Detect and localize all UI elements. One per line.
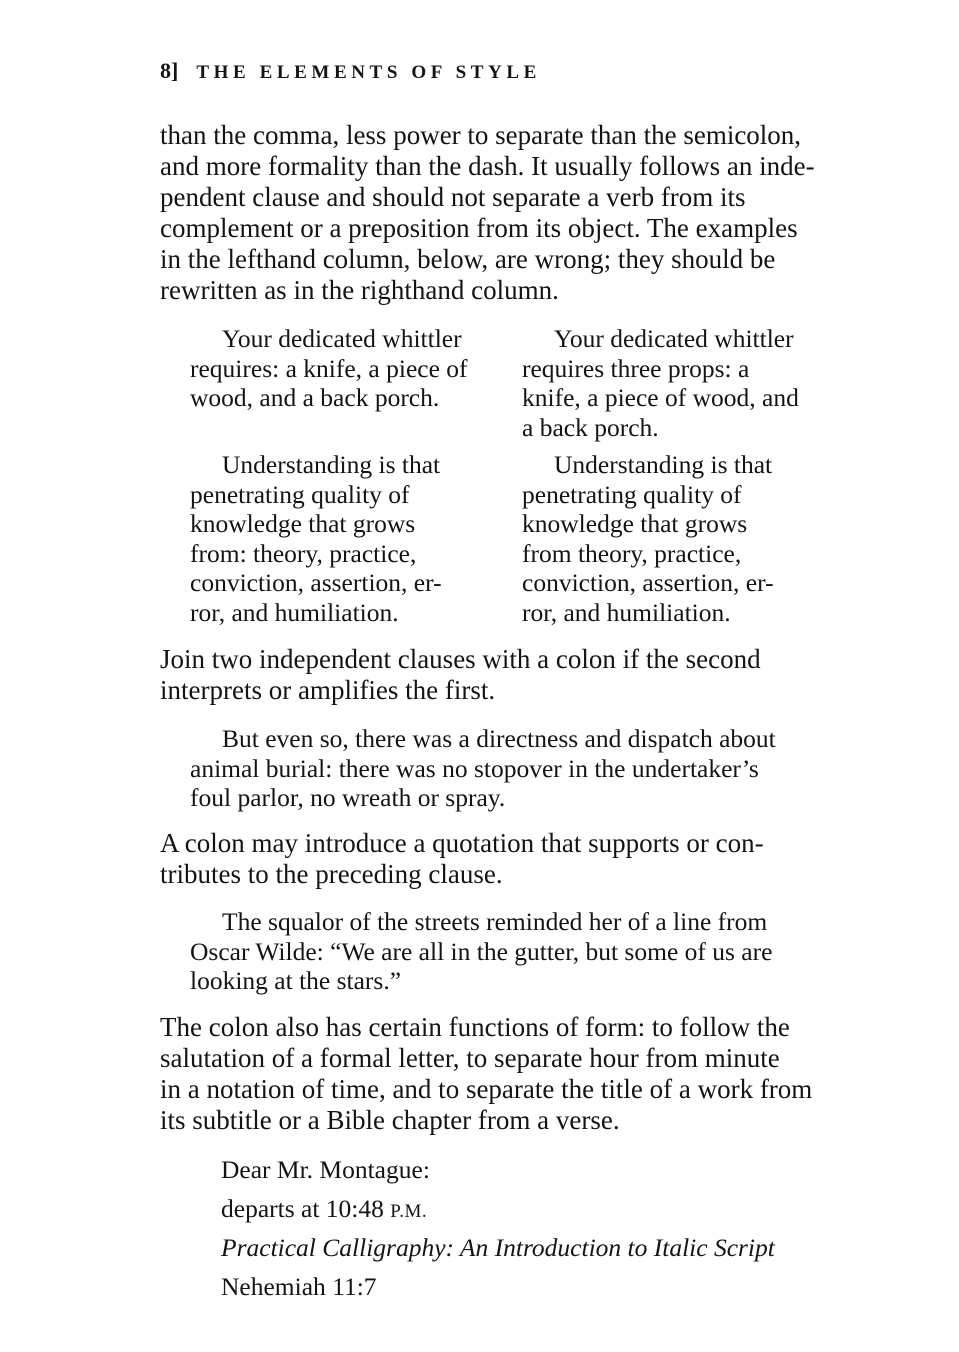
example-salutation: Dear Mr. Montague:	[221, 1155, 430, 1184]
text-line: requires three props: a	[522, 353, 750, 383]
text-line: foul parlor, no wreath or spray.	[190, 783, 506, 812]
text-line: knowledge that grows	[190, 509, 416, 538]
example-wrong-whittler	[190, 324, 495, 413]
text-line: ror, and humiliation.	[190, 597, 399, 627]
text-line: penetrating quality of	[522, 479, 742, 509]
text-line: interprets or amplifies the first.	[160, 675, 496, 705]
text-line: in a notation of time, and to separate the title of a work from	[160, 1074, 813, 1104]
example-title-subtitle: Practical Calligraphy: An Introduction to Italic Script	[221, 1233, 775, 1262]
text-line: requires: a knife, a piece of	[190, 353, 468, 383]
text-line: Your dedicated whittler	[222, 324, 462, 353]
text-line: A colon may introduce a quotation that supports or con-	[160, 828, 764, 858]
text-line: The squalor of the streets reminded her of a line from	[222, 907, 768, 936]
paragraph-colon-intro	[160, 120, 822, 306]
page-number: 8]	[160, 58, 179, 83]
text-line: Understanding is that	[222, 450, 441, 479]
paragraph-quotation	[160, 828, 822, 890]
paragraph-join-clauses	[160, 644, 822, 706]
text-line: penetrating quality of	[190, 479, 410, 509]
text-line: looking at the stars.”	[190, 966, 402, 995]
text-line: rewritten as in the righthand column.	[160, 275, 559, 305]
example-time	[221, 1194, 427, 1227]
time-suffix: P.M.	[390, 1201, 428, 1222]
example-right-whittler	[522, 324, 822, 442]
text-line: salutation of a formal letter, to separate hour from minute	[160, 1043, 780, 1073]
example-wrong-understanding	[190, 450, 495, 627]
text-line: Oscar Wilde: “We are all in the gutter, but some of us are	[190, 936, 773, 966]
text-line: knowledge that grows	[522, 509, 748, 538]
text-line: ror, and humiliation.	[522, 597, 731, 627]
text-line: its subtitle or a Bible chapter from a verse.	[160, 1105, 620, 1135]
example-bible-verse: Nehemiah 11:7	[221, 1272, 377, 1301]
text-line: a back porch.	[522, 412, 659, 442]
text-line: and more formality than the dash. It usually follows an inde-	[160, 151, 815, 181]
text-line: Join two independent clauses with a colon if the second	[160, 644, 761, 674]
text-line: wood, and a back porch.	[190, 383, 440, 412]
running-head	[160, 58, 541, 84]
time-text: departs at 10:48	[221, 1194, 384, 1223]
text-line: in the lefthand column, below, are wrong; they should be	[160, 244, 776, 274]
paragraph-functions-of-form	[160, 1012, 822, 1136]
text-line: Understanding is that	[554, 450, 773, 479]
text-line: animal burial: there was no stopover in the undertaker’s	[190, 753, 759, 783]
text-line: pendent clause and should not separate a verb from its	[160, 182, 746, 212]
text-line: than the comma, less power to separate than the semicolon,	[160, 120, 802, 150]
example-oscar-wilde	[190, 907, 820, 996]
text-line: The colon also has certain functions of form: to follow the	[160, 1012, 790, 1042]
text-line: tributes to the preceding clause.	[160, 859, 503, 889]
book-title: THE ELEMENTS OF STYLE	[196, 62, 541, 83]
example-animal-burial	[190, 724, 820, 813]
text-line: conviction, assertion, er-	[522, 568, 774, 597]
text-line: conviction, assertion, er-	[190, 568, 442, 597]
text-line: Your dedicated whittler	[554, 324, 794, 353]
example-right-understanding	[522, 450, 822, 627]
text-line: But even so, there was a directness and dispatch about	[222, 724, 776, 753]
text-line: from theory, practice,	[522, 538, 742, 568]
text-line: knife, a piece of wood, and	[522, 383, 799, 412]
text-line: complement or a preposition from its object. The examples	[160, 213, 798, 243]
text-line: from: theory, practice,	[190, 538, 417, 568]
